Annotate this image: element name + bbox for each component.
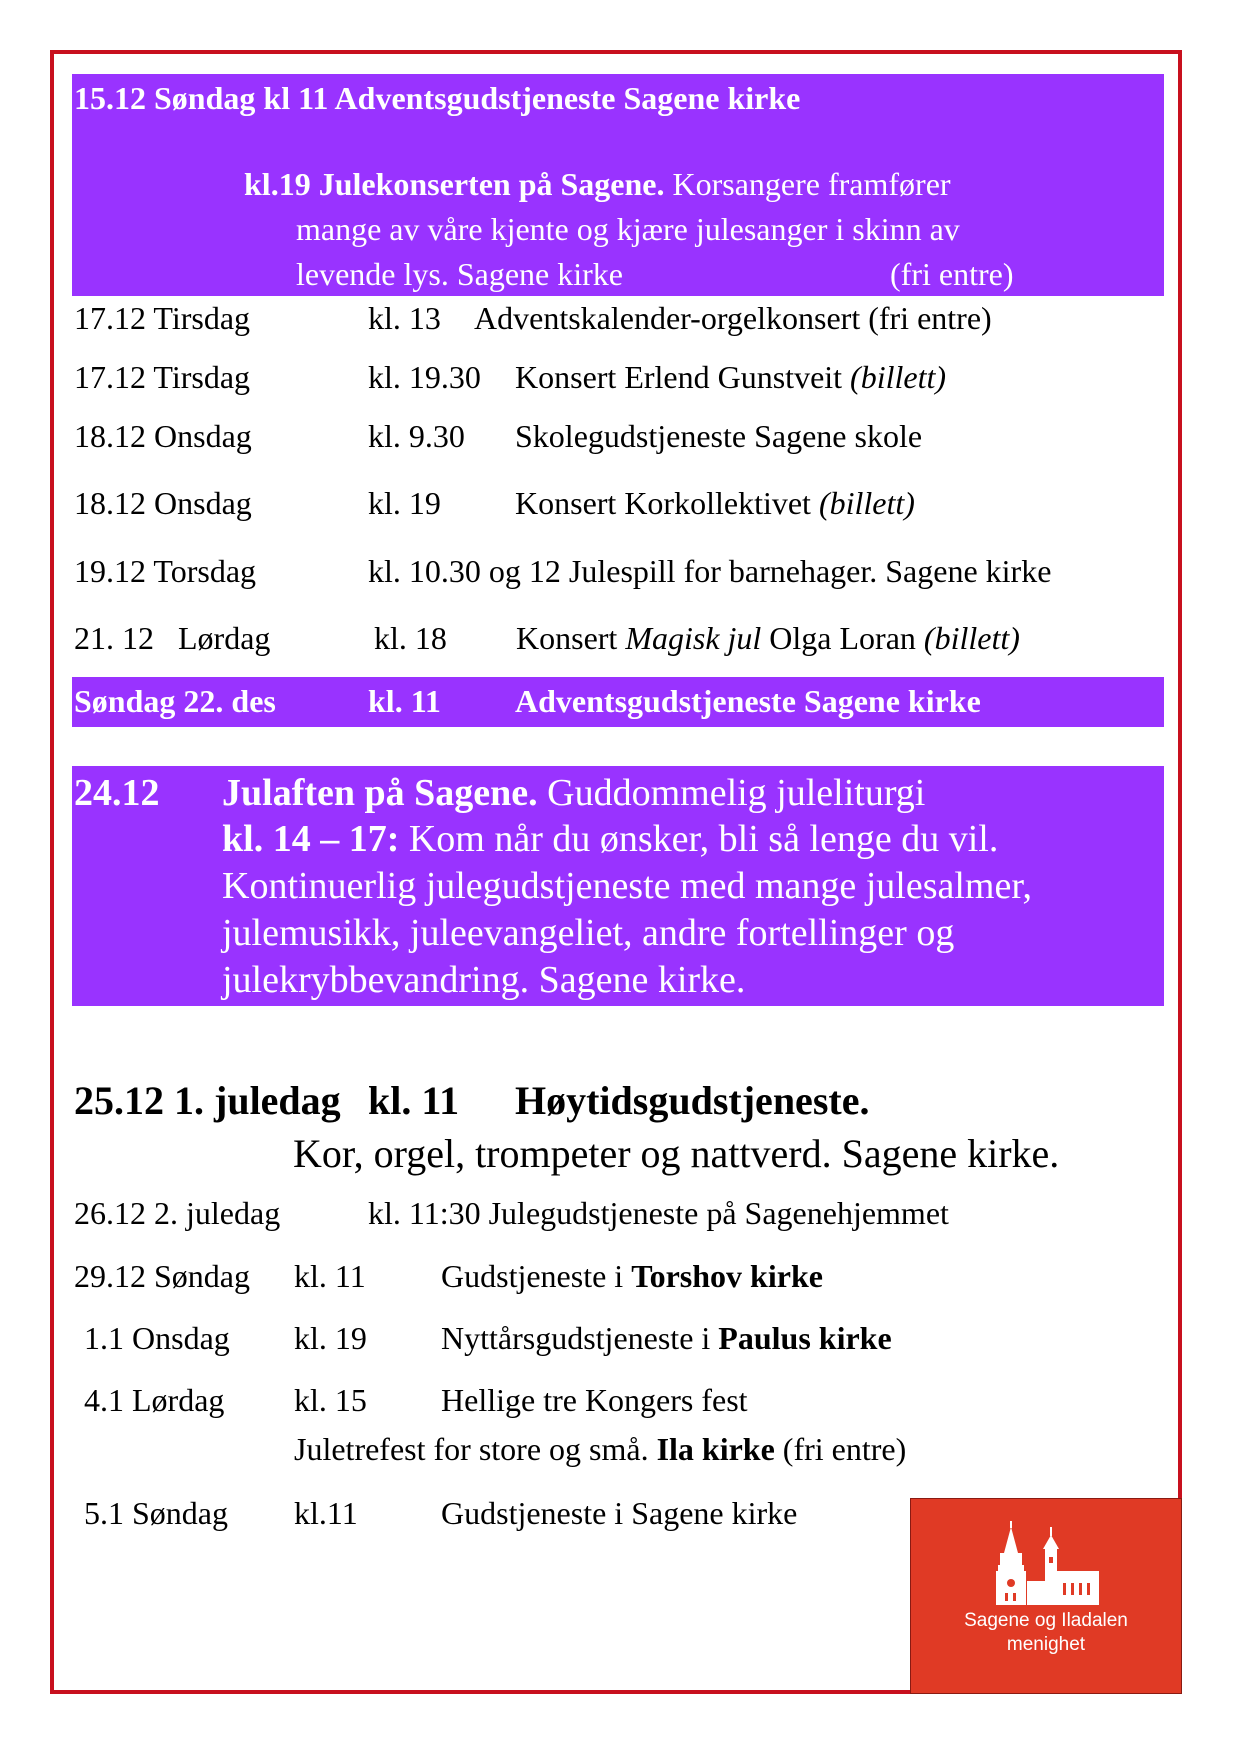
row-date: Søndag 22. des (74, 683, 276, 719)
row-time: kl. 15 (294, 1382, 367, 1418)
event-dec25-sub: Kor, orgel, trompeter og nattverd. Sagene kirke. (293, 1131, 1060, 1176)
row-time: kl. 19 (294, 1320, 367, 1356)
event-dec25-title: Høytidsgudstjeneste. (515, 1078, 870, 1123)
event-dec25-time: kl. 11 (368, 1078, 460, 1123)
row-date: 1.1 Onsdag (84, 1320, 230, 1356)
row-desc: Hellige tre Kongers fest (441, 1382, 748, 1418)
row-desc: Adventskalender-orgelkonsert (fri entre) (474, 300, 992, 336)
event-dec24-date: 24.12 (74, 772, 160, 814)
row-date: 21. 12 Lørdag (74, 620, 271, 656)
row-desc: Skolegudstjeneste Sagene skole (515, 418, 923, 454)
row-time: kl. 13 (368, 300, 441, 336)
event-dec24-desc-3: julekrybbevandring. Sagene kirke. (222, 959, 746, 1001)
row-desc: kl. 11:30 Julegudstjeneste på Sagenehjemmet (368, 1195, 949, 1231)
event-dec15-concert: kl.19 Julekonserten på Sagene. Korsangere framfører (244, 166, 951, 202)
row-date: 5.1 Søndag (84, 1495, 228, 1531)
row-date: 29.12 Søndag (74, 1258, 250, 1294)
row-desc: kl. 10.30 og 12 Julespill for barnehager. Sagene kirke (368, 553, 1052, 589)
row-desc: Konsert Magisk jul Olga Loran (billett) (516, 620, 1020, 656)
row-desc: Konsert Erlend Gunstveit (billett) (515, 359, 947, 395)
row-time: kl. 19 (368, 485, 441, 521)
row-date: 18.12 Onsdag (74, 485, 252, 521)
row-date: 17.12 Tirsdag (74, 359, 251, 395)
row-desc: Gudstjeneste i Sagene kirke (441, 1495, 798, 1531)
event-dec15-concert-line3: levende lys. Sagene kirke (296, 256, 623, 292)
row-desc-sub: Juletrefest for store og små. Ila kirke (fri entre) (294, 1431, 907, 1467)
row-desc: Nyttårsgudstjeneste i Paulus kirke (441, 1320, 892, 1356)
event-dec15-concert-line2: mange av våre kjente og kjære julesanger i skinn av (296, 211, 960, 247)
row-date: 4.1 Lørdag (84, 1382, 225, 1418)
event-dec15-service: 15.12 Søndag kl 11 Adventsgudstjeneste Sagene kirke (74, 80, 801, 116)
row-date: 19.12 Torsdag (74, 553, 257, 589)
row-time: kl. 18 (374, 620, 447, 656)
row-time: kl. 11 (294, 1258, 366, 1294)
event-dec24-desc-2: julemusikk, juleevangeliet, andre fortellinger og (222, 912, 955, 954)
event-dec24-title: Julaften på Sagene. Guddommelig juleliturgi (222, 772, 926, 814)
logo-text-line1: Sagene og Iladalen (964, 1610, 1128, 1631)
row-date: 17.12 Tirsdag (74, 300, 251, 336)
event-dec15-free-entry: (fri entre) (890, 256, 1014, 292)
row-date: 26.12 2. juledag (74, 1195, 281, 1231)
logo-text-line2: menighet (1006, 1634, 1086, 1655)
event-dec24-time: kl. 14 – 17: Kom når du ønsker, bli så lenge du vil. (222, 818, 999, 860)
row-time: kl.11 (294, 1495, 358, 1531)
row-time: kl. 9.30 (368, 418, 465, 454)
row-desc: Gudstjeneste i Torshov kirke (441, 1258, 823, 1294)
parish-logo (910, 1498, 1182, 1694)
event-dec24-desc: Kontinuerlig julegudstjeneste med mange julesalmer, (222, 865, 1032, 907)
row-desc: Konsert Korkollektivet (billett) (515, 485, 915, 521)
row-time: kl. 19.30 (368, 359, 481, 395)
event-dec25-date: 25.12 1. juledag (74, 1078, 341, 1123)
row-date: 18.12 Onsdag (74, 418, 252, 454)
church-icon (991, 1521, 1103, 1607)
row-desc: Adventsgudstjeneste Sagene kirke (515, 683, 981, 719)
row-time: kl. 11 (368, 683, 441, 719)
